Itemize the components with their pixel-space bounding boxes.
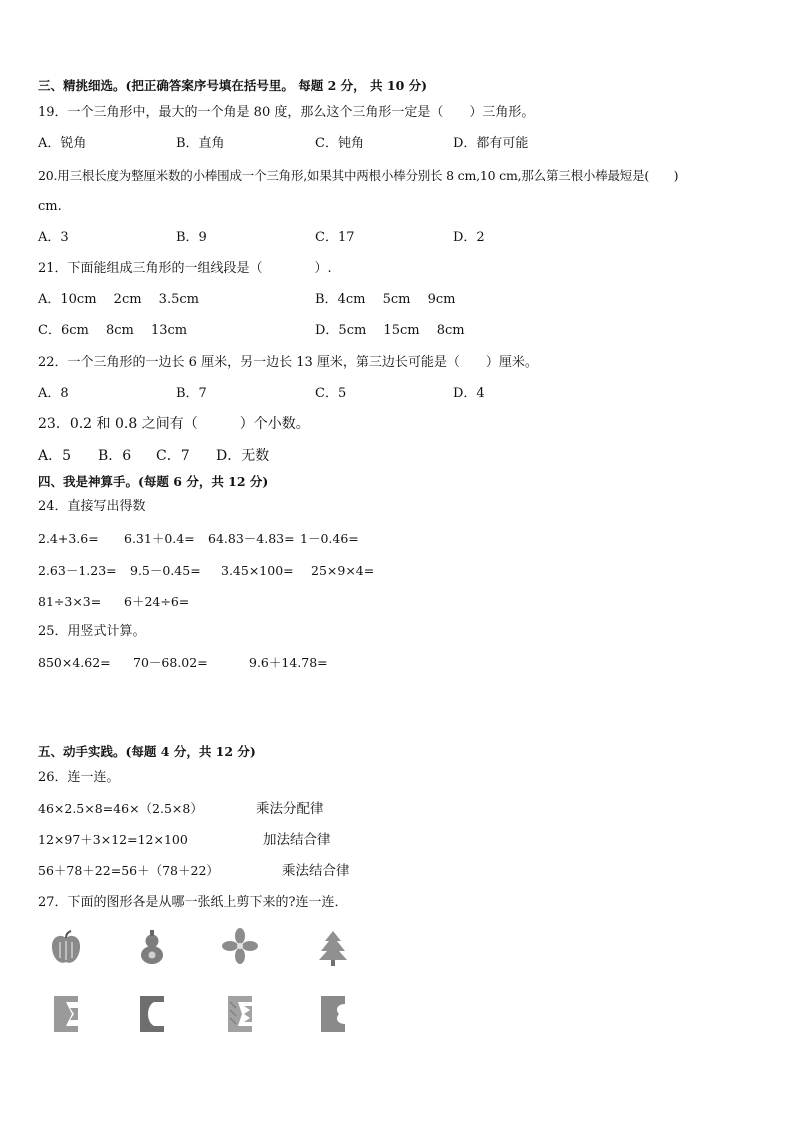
q25-item-2: 70－68.02= (133, 655, 208, 670)
q25-item-3: 9.6＋14.78= (249, 655, 328, 670)
q20-stem-line1: 20.用三根长度为整厘米数的小棒围成一个三角形,如果其中两根小棒分别长 8 cm,10 cm,那么第三根小棒最短是( ) (38, 168, 679, 183)
section-4-title: 四、我是神算手。(每题 6 分，共 12 分) (38, 474, 269, 489)
q24-r1-c3: 64.83－4.83= (208, 531, 295, 546)
q21-option-d: D．5cm 15cm 8cm (315, 323, 465, 338)
flower-icon (220, 926, 260, 966)
q27-stem: 27．下面的图形各是从哪一张纸上剪下来的?连一连． (38, 895, 348, 910)
q24-r1-c4: 1－0.46= (300, 531, 359, 546)
q19-stem: 19．一个三角形中，最大的一个角是 80 度，那么这个三角形一定是（ ）三角形。 (38, 105, 535, 120)
q24-r3-c2: 6＋24÷6= (124, 594, 190, 609)
q23-option-d: D．无数 (216, 448, 270, 464)
paper-cut-4-icon (313, 994, 353, 1034)
q20-option-b: B．9 (176, 230, 207, 245)
q24-r2-c3: 3.45×100= (221, 563, 294, 578)
section-5-title: 五、动手实践。(每题 4 分，共 12 分) (38, 744, 256, 759)
q26-left-1: 46×2.5×8=46×（2.5×8） (38, 801, 203, 816)
q19-option-c: C．钝角 (315, 136, 364, 151)
q20-option-c: C．17 (315, 230, 355, 245)
q26-left-2: 12×97＋3×12=12×100 (38, 832, 188, 847)
q23-option-a: A．5 (38, 448, 72, 464)
q26-right-1: 乘法分配律 (256, 801, 324, 817)
q20-option-d: D．2 (453, 230, 485, 245)
q24-r1-c2: 6.31＋0.4= (124, 531, 195, 546)
q26-right-3: 乘法结合律 (282, 863, 350, 879)
q22-stem: 22．一个三角形的一边长 6 厘米，另一边长 13 厘米，第三边长可能是（ ）厘米。 (38, 355, 538, 370)
q19-option-d: D．都有可能 (453, 136, 529, 151)
q26-stem: 26．连一连。 (38, 770, 120, 785)
paper-cut-2-icon (132, 994, 172, 1034)
q20-option-a: A．3 (38, 230, 69, 245)
q26-left-3: 56＋78＋22=56＋（78＋22） (38, 863, 219, 878)
q22-option-a: A．8 (38, 386, 69, 401)
paper-cut-3-icon (220, 994, 260, 1034)
gourd-icon (132, 928, 172, 968)
apple-icon (46, 928, 86, 968)
q22-option-d: D．4 (453, 386, 485, 401)
q23-option-c: C．7 (156, 448, 190, 464)
q19-option-a: A．锐角 (38, 136, 87, 151)
q21-option-c: C．6cm 8cm 13cm (38, 323, 188, 338)
q21-option-a: A．10cm 2cm 3.5cm (38, 292, 199, 307)
q25-item-1: 850×4.62= (38, 655, 111, 670)
q20-stem-line2: cm. (38, 199, 62, 214)
q25-stem: 25．用竖式计算。 (38, 624, 146, 639)
q24-stem: 24．直接写出得数 (38, 499, 146, 514)
q22-option-b: B．7 (176, 386, 207, 401)
q24-r2-c1: 2.63－1.23= (38, 563, 117, 578)
q24-r1-c1: 2.4+3.6= (38, 531, 99, 546)
q24-r2-c4: 25×9×4= (311, 563, 375, 578)
q22-option-c: C．5 (315, 386, 347, 401)
q23-stem: 23．0.2 和 0.8 之间有（ ）个小数。 (38, 416, 310, 432)
q19-option-b: B．直角 (176, 136, 225, 151)
section-3-title: 三、精挑细选。(把正确答案序号填在括号里。 每题 2 分， 共 10 分) (38, 78, 428, 93)
q21-stem: 21．下面能组成三角形的一组线段是（ ）. (38, 261, 332, 276)
q21-option-b: B．4cm 5cm 9cm (315, 292, 456, 307)
tree-icon (313, 928, 353, 968)
paper-cut-1-icon (46, 994, 86, 1034)
q26-right-2: 加法结合律 (263, 832, 331, 848)
q24-r2-c2: 9.5－0.45= (130, 563, 201, 578)
q23-option-b: B．6 (98, 448, 132, 464)
q24-r3-c1: 81÷3×3= (38, 594, 102, 609)
